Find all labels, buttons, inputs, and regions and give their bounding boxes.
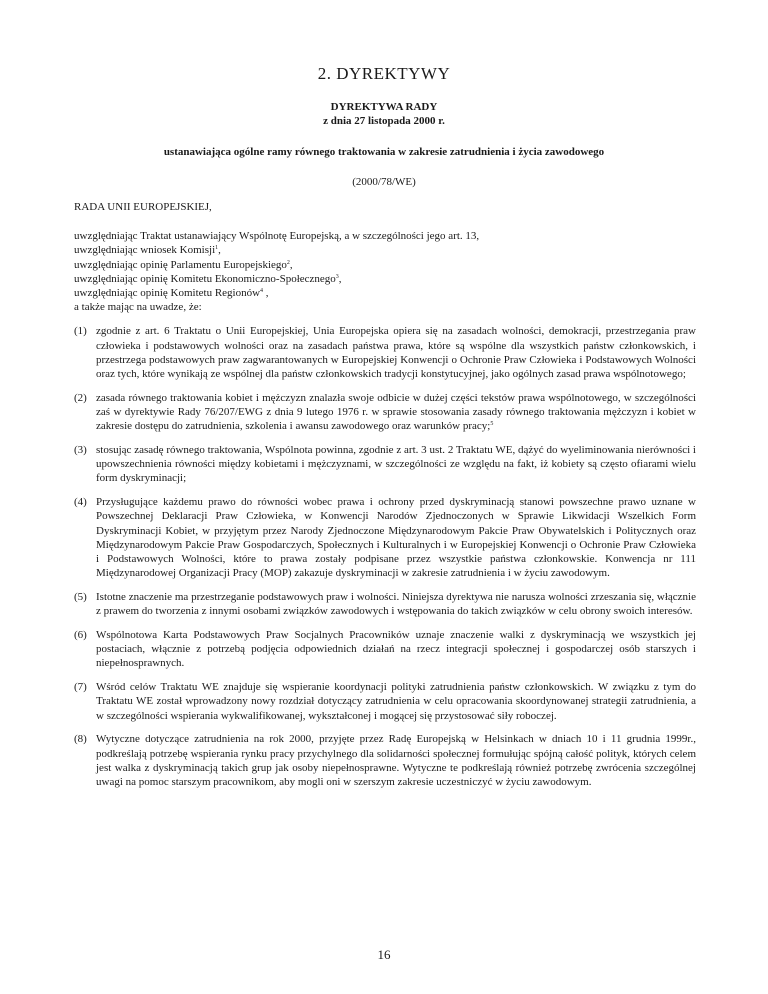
recital-number: (1) <box>74 325 87 338</box>
footnote-marker: 2 <box>286 259 290 266</box>
section-title: 2. DYREKTYWY <box>317 64 451 83</box>
consideration-text: uwzględniając wniosek Komisji <box>74 244 216 257</box>
recital-text <box>96 628 696 671</box>
recital-body: Wspólnotowa Karta Podstawowych Praw Socjalnych Pracowników uznaje znaczenie walki z dyskryminacją we wszystkich jej postaciach, włącznie z potrzebą podjęcia odpowiednich działań na rzecz integracji społecznej i gospodarczej osób starszych i niepełnosprawnych. <box>96 629 696 670</box>
recital-body: Wśród celów Traktatu WE znajduje się wspieranie koordynacji polityki zatrudnienia państw członkowskich. W związku z tym do Traktatu WE został wprowadzony nowy rozdział dotyczący zatrudnienia w celu opracowania skoordynowanej strategii zatrudnienia, a w szczególności wspierania wykwalifikowanej, wykształconej i mogącej się przystosować siły roboczej. <box>96 681 696 722</box>
council-name: RADA UNII EUROPEJSKIEJ, <box>74 201 212 213</box>
recital-item <box>74 628 696 671</box>
consideration-text: uwzględniając opinię Komitetu Regionów <box>74 287 261 300</box>
recital-number: (5) <box>74 591 87 604</box>
page-number: 16 <box>377 947 391 962</box>
recital-body: zasada równego traktowania kobiet i mężczyzn znalazła swoje odbicie w dużej części tekstów prawa wspólnotowego, w szczególności zaś w dyrektywie Rady 76/207/EWG z dnia 9 lutego 1976 r. w sprawie stosowania zasady równego traktowania mężczyzn i kobiet w zakresie dostępu do zatrudnienia, szkolenia i awansu zawodowego oraz warunków pracy; <box>96 391 696 433</box>
recital-number: (8) <box>74 733 87 746</box>
consideration-line <box>74 300 696 314</box>
recital-text <box>96 391 696 434</box>
recital-text <box>96 495 696 580</box>
recital-item <box>74 443 696 486</box>
recital-number: (7) <box>74 681 87 694</box>
consideration-line <box>74 258 696 272</box>
consideration-text: uwzględniając opinię Komitetu Ekonomiczno-Społecznego <box>74 272 336 285</box>
consideration-tail: , <box>263 287 269 300</box>
footnote-marker: 3 <box>335 273 339 280</box>
consideration-tail: , <box>218 244 221 257</box>
recital-body: Wytyczne dotyczące zatrudnienia na rok 2000, przyjęte przez Radę Europejską w Helsinkach w dniach 10 i 11 grudnia 1999r., podkreślają potrzebę wspierania rynku pracy przychylnego dla solidarności społecznej formułując spójną całość polityk, których celem jest walka z dyskryminacją takich grup jak osoby niepełnosprawne. Wytyczne te podkreślają również potrzebę zwrócenia szczególnej uwagi na pomoc starszym pracownikom, aby mogli oni w szerszym zakresie uczestniczyć w życiu zawodowym. <box>96 733 696 789</box>
directive-type: DYREKTYWA RADY <box>330 101 438 113</box>
recital-text <box>96 590 696 618</box>
recital-number: (4) <box>74 496 87 509</box>
recital-body: zgodnie z art. 6 Traktatu o Unii Europejskiej, Unia Europejska opiera się na zasadach wolności, demokracji, przestrzegania praw człowieka i podstawowych wolności oraz na zasadach państwa prawa, które są wspólne dla wszystkich państw członkowskich, i przestrzega podstawowych praw zagwarantowanych w Europejskiej Konwencji o Ochronie Praw Człowieka i Podstawowych Wolności oraz tych, które wynikają ze wspólnej dla państw członkowskich tradycji konstytucyjnej, jako ogólnych zasad prawa wspólnotowego; <box>96 325 696 381</box>
considerations-list <box>74 229 696 314</box>
recital-text <box>96 680 696 723</box>
recital-item <box>74 391 696 434</box>
directive-heading <box>0 100 768 128</box>
consideration-tail: , <box>289 258 293 271</box>
consideration-line <box>74 286 696 300</box>
recital-body: stosując zasadę równego traktowania, Wspólnota powinna, zgodnie z art. 3 ust. 2 Traktatu WE, dążyć do wyeliminowania nierówności i upowszechnienia równości między kobietami i mężczyznami, w szczególności ze względu na fakt, iż kobiety są często ofiarami wielu form dyskryminacji; <box>96 444 696 485</box>
consideration-text: uwzględniając Traktat ustanawiający Wspólnotę Europejską, a w szczególności jego art. 13, <box>74 230 480 243</box>
recital-number: (3) <box>74 444 87 457</box>
recital-number: (6) <box>74 629 87 642</box>
consideration-text: a także mając na uwadze, że: <box>74 301 202 314</box>
recital-text <box>96 732 696 789</box>
document-body <box>74 200 696 799</box>
consideration-tail: , <box>338 272 342 285</box>
recital-item <box>74 495 696 580</box>
recital-body: Przysługujące każdemu prawo do równości wobec prawa i ochrony przed dyskryminacją stanowi powszechne prawo uznane w Powszechnej Deklaracji Praw Człowieka, w Konwencji Narodów Zjednoczonych w Sprawie Likwidacji Wszelkich Form Dyskryminacji Kobiet, w przyjętym przez Narody Zjednoczone Międzynarodowym Pakcie Praw Obywatelskich i Politycznych oraz Międzynarodowym Pakcie Praw Gospodarczych, Społecznych i Kulturalnych i w Europejskiej Konwencji o Ochronie Praw Człowieka i Podstawowych Wolności, które to prawa zostały podpisane przez wszystkie państwa członkowskie. Konwencja nr 111 Międzynarodowej Organizacji Pracy (MOP) zakazuje dyskryminacji w zakresie zatrudnienia i w życiu zawodowym. <box>96 496 696 580</box>
footnote-marker: 5 <box>490 421 494 428</box>
recital-number: (2) <box>74 391 87 404</box>
recital-item <box>74 590 696 618</box>
consideration-text: uwzględniając opinię Parlamentu Europejskiego <box>74 258 287 271</box>
footnote-marker: 4 <box>260 288 264 295</box>
recital-item <box>74 324 696 381</box>
directive-subject: ustanawiająca ogólne ramy równego traktowania w zakresie zatrudnienia i życia zawodowego <box>163 146 605 158</box>
consideration-line <box>74 272 696 286</box>
consideration-line <box>74 229 696 243</box>
recital-text <box>96 324 696 381</box>
footnote-marker: 1 <box>215 245 219 252</box>
recital-body: Istotne znaczenie ma przestrzeganie podstawowych praw i wolności. Niniejsza dyrektywa nie narusza wolności zrzeszania się, włącznie z prawem do tworzenia z innymi osobami związków zawodowych i wstępowania do takich związków w celu obrony swoich interesów. <box>96 591 696 618</box>
recital-item <box>74 680 696 723</box>
consideration-line <box>74 243 696 257</box>
recital-text <box>96 443 696 486</box>
directive-date: z dnia 27 listopada 2000 r. <box>323 115 445 127</box>
directive-reference: (2000/78/WE) <box>352 176 416 188</box>
recital-item <box>74 732 696 789</box>
